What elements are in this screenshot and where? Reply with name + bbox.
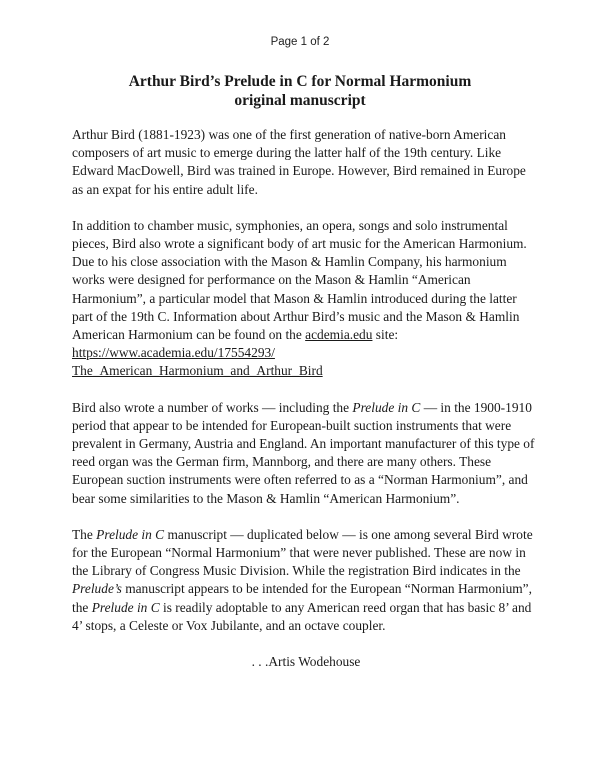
academia-url-link[interactable] <box>72 345 323 378</box>
academia-site-link[interactable]: acdemia.edu <box>305 327 373 343</box>
title-line-2: original manuscript <box>234 92 366 109</box>
paragraph-text: — in the 1900-1910 period that appear to be intended for European-built suction instruments that were prevalent in Germany, Austria and England. An important manufacturer of this type of reed organ was the German firm, Mannborg, and there are many others. These European suction instruments were often referred to as a “Norman Harmonium”, and bear some similarities to the Mason & Hamlin “American Harmonium”. <box>72 399 535 506</box>
document-body <box>72 126 540 671</box>
page-number-label: Page 1 of 2 <box>270 36 330 48</box>
paragraph-european-works <box>72 399 540 508</box>
title-line-1: Arthur Bird’s Prelude in C for Normal Harmonium <box>128 73 472 90</box>
work-title: Prelude in C <box>96 526 165 542</box>
paragraph-text: In addition to chamber music, symphonies, an opera, songs and solo instrumental pieces, Bird also wrote a significant body of art music for the American Harmonium. Due to his close association with the Mason & Hamlin Company, his harmonium works were designed for performance on the Mason & Hamlin “American Harmonium”, a particular model that Mason & Hamlin introduced during the latter part of the 19th C. Information about Arthur Bird’s music and the Mason & Hamlin American Harmonium can be found on the <box>72 217 527 343</box>
work-title: Prelude in C <box>352 399 421 415</box>
paragraph-text: is readily adoptable to any American reed organ that has basic 8’ and 4’ stops, a Celeste or Vox Jubilante, and an octave coupler. <box>72 599 532 633</box>
paragraph-manuscript <box>72 526 540 635</box>
signature: . . .Artis Wodehouse <box>251 654 361 670</box>
paragraph-text: manuscript — duplicated below — is one among several Bird wrote for the European “Normal Harmonium” that were never published. These are now in the Library of Congress Music Division. While the registration Bird indicates in the <box>72 526 533 579</box>
paragraph-intro: Arthur Bird (1881-1923) was one of the first generation of native-born American composers of art music to emerge during the latter half of the 19th century. Like Edward MacDowell, Bird was trained in Europe. However, Bird remained in Europe as an expat for his entire adult life. <box>72 127 526 197</box>
url-line-2[interactable]: The_American_Harmonium_and_Arthur_Bird <box>72 363 323 379</box>
paragraph-text: manuscript appears to be intended for the European “Norman Harmonium”, the <box>72 581 532 615</box>
paragraph-text: Bird also wrote a number of works — including the <box>72 399 353 415</box>
paragraph-text: site: <box>372 327 399 343</box>
paragraph-harmonium-works <box>72 217 540 381</box>
work-title: Prelude in C <box>91 599 160 615</box>
work-title: Prelude’s <box>72 581 122 597</box>
paragraph-text: The <box>72 526 97 542</box>
document-title <box>0 72 600 110</box>
url-line-1[interactable]: https://www.academia.edu/17554293/ <box>72 345 275 361</box>
